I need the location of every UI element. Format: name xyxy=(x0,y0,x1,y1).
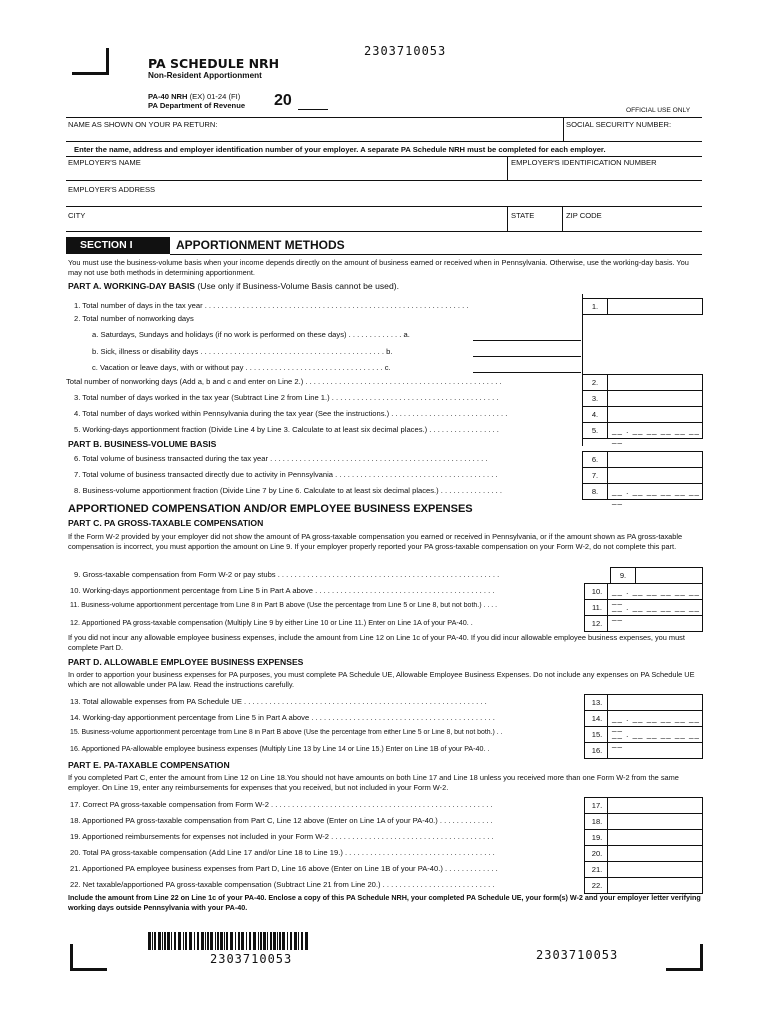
barcode-bar xyxy=(226,932,228,950)
barcode-bar xyxy=(224,932,225,950)
barcode-bar xyxy=(305,932,308,950)
barcode-bar xyxy=(205,932,206,950)
barcode-bar xyxy=(185,932,187,950)
section-label: SECTION I xyxy=(66,237,170,254)
barcode-bar xyxy=(230,932,233,950)
part-b-title: PART B. BUSINESS-VOLUME BASIS xyxy=(68,439,217,449)
line-18-input[interactable] xyxy=(607,813,703,830)
barcode-bar xyxy=(294,932,297,950)
line-11-input[interactable] xyxy=(607,599,703,621)
line-12: 12. Apportioned PA gross-taxable compensation (Multiply Line 9 by either Line 10 or Line 11.) Enter on Line 1A of your PA-40. . 12. xyxy=(0,615,770,631)
line-22: 22. Net taxable/apportioned PA gross-taxable compensation (Subtract Line 21 from Line 20.) . . . . . . . . . . . . . . . . . . . . . . . . . . . 22. xyxy=(0,877,770,893)
line-19: 19. Apportioned reimbursements for expenses not included in your Form W-2 . . . . . . . . . . . . . . . . . . . . . . . . . . . . . . . . . . . . . . . 19. xyxy=(0,829,770,845)
line-17: 17. Correct PA gross-taxable compensation from Form W-2 . . . . . . . . . . . . . . . . . . . . . . . . . . . . . . . . . . . . . . . . . . . . . . . . . . . . . 17. xyxy=(0,797,770,813)
barcode-bar xyxy=(267,932,268,950)
line-5: 5. Working-days apportionment fraction (Divide Line 4 by Line 3. Calculate to at least six decimal places.) . . . . . . . . . . . . . . . . . 5. __ . __ __ __ __ __ __ xyxy=(0,422,770,438)
line-2c: c. Vacation or leave days, with or without pay . . . . . . . . . . . . . . . . . . . . . . . . . . . . . . . . . c. xyxy=(92,363,391,372)
line-20: 20. Total PA gross-taxable compensation (Add Line 17 and/or Line 18 to Line 19.) . . . . . . . . . . . . . . . . . . . . . . . . . . . . . . . . . . . . 20. xyxy=(0,845,770,861)
barcode-bar xyxy=(154,932,156,950)
employer-ein-label: EMPLOYER'S IDENTIFICATION NUMBER xyxy=(511,158,657,167)
year-prefix: 20 xyxy=(274,92,292,109)
part-c-intro: If the Form W-2 provided by your employer did not show the amount of PA gross-taxable compensation you earned or received in Pennsylvania, or if the amount shown as PA gross-taxable compensation is incorrect, you must apportion the amount on Line 9. If your employer properly reported your PA gross-taxable compensation on your Form W-2, do not complete this part. xyxy=(68,532,683,551)
line-11: 11. Business-volume apportionment percentage from Line 8 in Part B above (Use the percentage from Line 5 or Line 8, but not both.) . . . . 11. __ . __ __ __ __ __ __ xyxy=(0,599,770,615)
line-21-input[interactable] xyxy=(607,861,703,878)
barcode-bar xyxy=(201,932,204,950)
employer-address-label: EMPLOYER'S ADDRESS xyxy=(68,185,156,194)
decimal-mask: __ . __ __ __ __ __ __ xyxy=(612,603,700,621)
barcode-bar xyxy=(178,932,181,950)
barcode-number-top: 2303710053 xyxy=(364,44,447,58)
line-13-input[interactable] xyxy=(607,694,703,711)
line-15: 15. Business-volume apportionment percentage from Line 8 in Part B above (Use the percentage from either Line 5 or Line 8, but not both.) . . 15. __ . __ __ __ __ __ __ xyxy=(0,726,770,742)
line-19-input[interactable] xyxy=(607,829,703,846)
barcode-bar xyxy=(277,932,278,950)
year-blank xyxy=(298,109,328,110)
state-label: STATE xyxy=(511,211,535,220)
line-8-input[interactable] xyxy=(607,483,703,505)
decimal-mask: __ . __ __ __ __ __ __ xyxy=(612,730,700,748)
barcode-bar xyxy=(197,932,199,950)
barcode-bar xyxy=(174,932,176,950)
line-2c-input[interactable] xyxy=(473,372,581,373)
barcode-bar xyxy=(298,932,299,950)
barcode-bar xyxy=(152,932,153,950)
line-14: 14. Working-day apportionment percentage from Line 5 in Part A above . . . . . . . . . . . . . . . . . . . . . . . . . . . . . . . . . . . . . . . . . . . . 14. __ . __ __ __ __ __ __ xyxy=(0,710,770,726)
zip-label: ZIP CODE xyxy=(566,211,602,220)
line-16-input[interactable] xyxy=(607,742,703,759)
line-22-input[interactable] xyxy=(607,877,703,894)
barcode xyxy=(148,932,312,950)
city-label: CITY xyxy=(68,211,86,220)
line-2b-input[interactable] xyxy=(473,356,581,357)
part-e-intro: If you completed Part C, enter the amount from Line 12 on Line 18.You should not have amounts on both Line 17 and Line 18 unless you received more than one Form W-2 from the same employer. On Line 19, enter any reimbursements for expenses that you received, but not included in your Form W-2. xyxy=(68,773,679,792)
line-2: 2. Total number of nonworking days xyxy=(74,314,194,323)
department: PA Department of Revenue xyxy=(148,101,246,110)
line-10-input[interactable] xyxy=(607,583,703,605)
line-6: 6. Total volume of business transacted during the tax year . . . . . . . . . . . . . . . . . . . . . . . . . . . . . . . . . . . . . . . . . . . . . . . . . . . . 6. xyxy=(0,451,770,467)
part-c-after: If you did not incur any allowable employee business expenses, include the amount from Line 12 on Line 1c of your PA-40. If you did incur allowable employee business expenses, you must complete Part D. xyxy=(68,633,685,652)
decimal-mask: __ . __ __ __ __ __ __ xyxy=(612,587,700,605)
form-id: PA-40 NRH (EX) 01-24 (FI) xyxy=(148,92,241,101)
line-2-total: Total number of nonworking days (Add a, b and c and enter on Line 2.) . . . . . . . . . . . . . . . . . . . . . . . . . . . . . . . . . . . . . . . . . . . . . . . 2. xyxy=(0,374,770,390)
barcode-bar xyxy=(235,932,236,950)
barcode-bar xyxy=(258,932,259,950)
line-14-input[interactable] xyxy=(607,710,703,732)
barcode-bar xyxy=(253,932,256,950)
line-13: 13. Total allowable expenses from PA Schedule UE . . . . . . . . . . . . . . . . . . . . . . . . . . . . . . . . . . . . . . . . . . . . . . . . . . . . . . . . . . 13. xyxy=(0,694,770,710)
line-9: 9. Gross-taxable compensation from Form W-2 or pay stubs . . . . . . . . . . . . . . . . . . . . . . . . . . . . . . . . . . . . . . . . . . . . . . . . . . . . . 9. xyxy=(0,567,770,583)
part-d-title: PART D. ALLOWABLE EMPLOYEE BUSINESS EXPENSES xyxy=(68,657,304,667)
form-title: PA SCHEDULE NRH xyxy=(148,56,280,71)
line-10: 10. Working-days apportionment percentage from Line 5 in Part A above . . . . . . . . . . . . . . . . . . . . . . . . . . . . . . . . . . . . . . . . . . . 10. __ . __ __ __ __ __ __ xyxy=(0,583,770,599)
form-id-rest: (EX) 01-24 (FI) xyxy=(189,92,241,101)
barcode-bar xyxy=(279,932,281,950)
line-1: 1. Total number of days in the tax year . . . . . . . . . . . . . . . . . . . . . . . . . . . . . . . . . . . . . . . . . . . . . . . . . . . . . . . . . . . . . . . 1. xyxy=(0,298,770,314)
barcode-bar xyxy=(287,932,288,950)
line-4: 4. Total number of days worked within Pennsylvania during the tax year (See the instructions.) . . . . . . . . . . . . . . . . . . . . . . . . . . . . 4. xyxy=(0,406,770,422)
line-3-input[interactable] xyxy=(607,390,703,407)
barcode-bar xyxy=(167,932,170,950)
barcode-bar xyxy=(194,932,195,950)
decimal-mask: __ . __ __ __ __ __ __ xyxy=(612,426,700,444)
corner-mark-top-left xyxy=(72,48,109,75)
barcode-bar xyxy=(220,932,223,950)
form-subtitle: Non-Resident Apportionment xyxy=(148,71,262,80)
line-17-input[interactable] xyxy=(607,797,703,814)
official-use: OFFICIAL USE ONLY xyxy=(626,107,691,114)
barcode-bar xyxy=(282,932,285,950)
line-2-input[interactable] xyxy=(607,374,703,391)
employer-instruction: Enter the name, address and employer identification number of your employer. A separate PA Schedule NRH must be completed for each employer. xyxy=(74,145,606,154)
barcode-bar xyxy=(301,932,303,950)
corner-mark-bottom-right xyxy=(666,944,703,971)
barcode-bar xyxy=(158,932,161,950)
section-intro: You must use the business-volume basis when your income depends directly on the amount of business earned or received when in Pennsylvania. Otherwise, use the working-day basis. You may not use both methods in determining apportionment. xyxy=(68,258,689,277)
line-2a: a. Saturdays, Sundays and holidays (if no work is performed on these days) . . . . . . . . . . . . . a. xyxy=(92,330,410,339)
barcode-bar xyxy=(217,932,219,950)
barcode-bar xyxy=(290,932,292,950)
barcode-bar xyxy=(263,932,266,950)
line-2b: b. Sick, illness or disability days . . . . . . . . . . . . . . . . . . . . . . . . . . . . . . . . . . . . . . . . . . . . b. xyxy=(92,347,393,356)
barcode-bar xyxy=(183,932,184,950)
barcode-bar xyxy=(189,932,192,950)
section-title: APPORTIONMENT METHODS xyxy=(176,238,345,252)
barcode-bar xyxy=(238,932,240,950)
part-d-intro: In order to apportion your business expenses for PA purposes, you must complete PA Schedule UE, Allowable Employee Business Expenses. Do not include any expenses on PA Schedule UE which are not allowable under PA law. Read the instructions carefully. xyxy=(68,670,695,689)
line-6-input[interactable] xyxy=(607,451,703,468)
barcode-bar xyxy=(246,932,247,950)
line-4-input[interactable] xyxy=(607,406,703,423)
line-20-input[interactable] xyxy=(607,845,703,862)
barcode-bar xyxy=(207,932,209,950)
part-c-title: PART C. PA GROSS-TAXABLE COMPENSATION xyxy=(68,518,264,528)
barcode-number-right: 2303710053 xyxy=(536,948,619,962)
section2-title: APPORTIONED COMPENSATION AND/OR EMPLOYEE BUSINESS EXPENSES xyxy=(68,503,473,515)
name-label: NAME AS SHOWN ON YOUR PA RETURN: xyxy=(68,120,218,129)
barcode-bar xyxy=(162,932,163,950)
employer-name-label: EMPLOYER'S NAME xyxy=(68,158,141,167)
part-e-title: PART E. PA-TAXABLE COMPENSATION xyxy=(68,760,230,770)
barcode-bar xyxy=(270,932,272,950)
ssn-label: SOCIAL SECURITY NUMBER: xyxy=(566,120,672,129)
corner-mark-bottom-left xyxy=(70,944,107,971)
line-7: 7. Total volume of business transacted directly due to activity in Pennsylvania . . . . . . . . . . . . . . . . . . . . . . . . . . . . . . . . . . . . . . . 7. xyxy=(0,467,770,483)
footer-note: Include the amount from Line 22 on Line 1c of your PA-40. Enclose a copy of this PA Schedule NRH, your completed PA Schedule UE, your form(s) W-2 and your employer letter verifying working days outside Pennsylvania with your PA-40. xyxy=(68,893,701,912)
barcode-bar xyxy=(260,932,262,950)
barcode-bar xyxy=(249,932,251,950)
barcode-bar xyxy=(164,932,166,950)
barcode-bar xyxy=(273,932,276,950)
line-5-input[interactable] xyxy=(607,422,703,444)
barcode-bar xyxy=(148,932,151,950)
line-3: 3. Total number of days worked in the tax year (Subtract Line 2 from Line 1.) . . . . . . . . . . . . . . . . . . . . . . . . . . . . . . . . . . . . . . . . 3. xyxy=(0,390,770,406)
line-16: 16. Apportioned PA-allowable employee business expenses (Multiply Line 13 by Line 14 or Line 15.) Enter on Line 1B of your PA-40. . 16. xyxy=(0,742,770,758)
barcode-bar xyxy=(241,932,244,950)
line-12-input[interactable] xyxy=(607,615,703,632)
decimal-mask: __ . __ __ __ __ __ __ xyxy=(612,714,700,732)
line-15-input[interactable] xyxy=(607,726,703,748)
line-7-input[interactable] xyxy=(607,467,703,484)
line-8: 8. Business-volume apportionment fraction (Divide Line 7 by Line 6. Calculate to at least six decimal places.) . . . . . . . . . . . . . . . 8. __ . __ __ __ __ __ __ xyxy=(0,483,770,499)
line-21: 21. Apportioned PA employee business expenses from Part D, Line 16 above (Enter on Line 1B of your PA-40.) . . . . . . . . . . . . . 21. xyxy=(0,861,770,877)
barcode-number: 2303710053 xyxy=(210,952,293,966)
barcode-bar xyxy=(171,932,172,950)
line-2a-input[interactable] xyxy=(473,340,581,341)
line-18: 18. Apportioned PA gross-taxable compensation from Part C, Line 12 above (Enter on Line 1A of your PA-40.) . . . . . . . . . . . . . 18. xyxy=(0,813,770,829)
part-a-title: PART A. WORKING-DAY BASIS (Use only if Business-Volume Basis cannot be used). xyxy=(68,281,399,291)
barcode-bar xyxy=(210,932,213,950)
decimal-mask: __ . __ __ __ __ __ __ xyxy=(612,487,700,505)
line-9-input[interactable] xyxy=(635,567,703,584)
barcode-bar xyxy=(215,932,216,950)
